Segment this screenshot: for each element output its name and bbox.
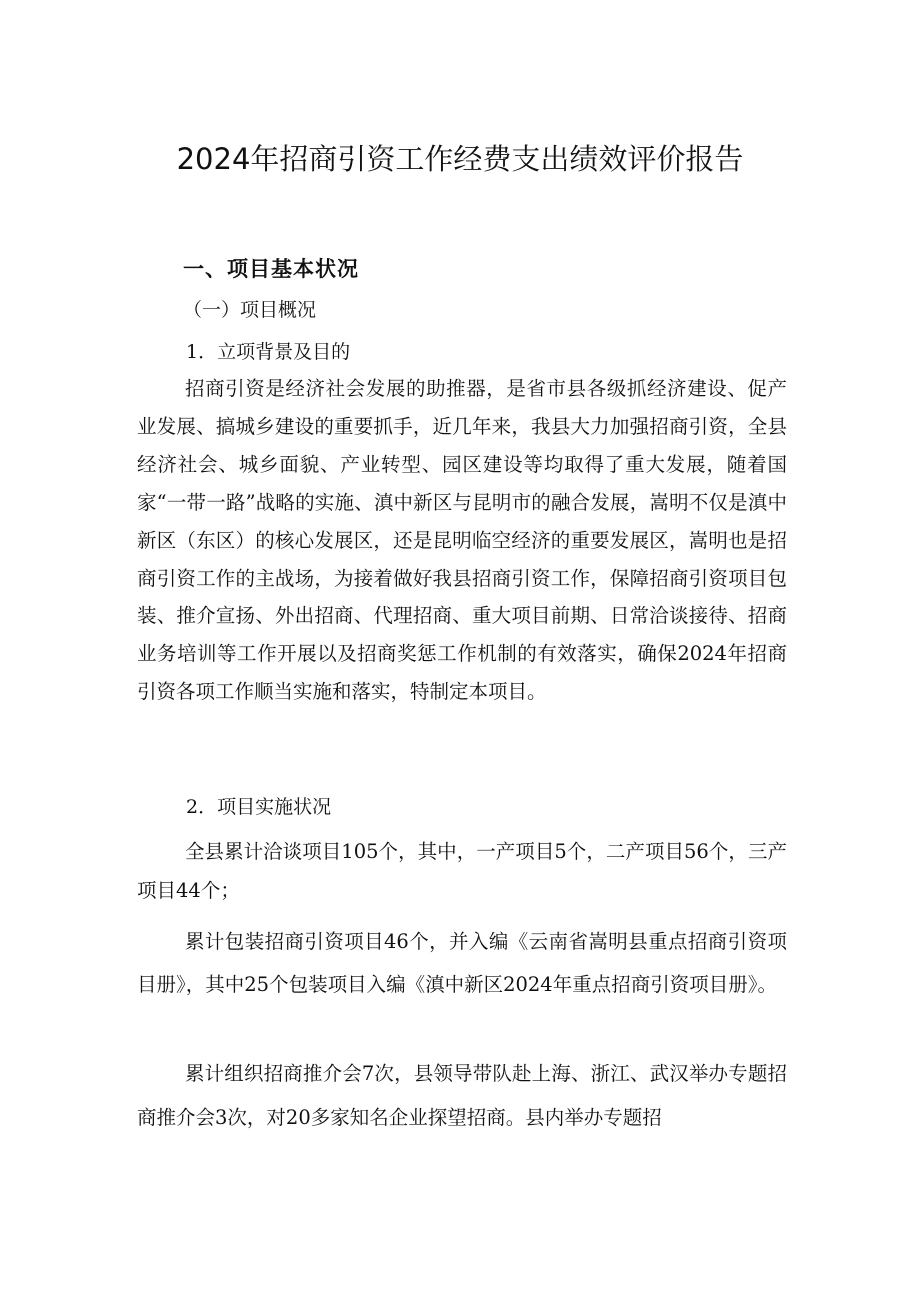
subsection-heading: （一）项目概况 — [183, 299, 317, 321]
section-heading: 一、项目基本状况 — [183, 257, 359, 281]
document-title: 2024年招商引资工作经费支出绩效评价报告 — [176, 142, 744, 176]
item-heading-implementation: 2．项目实施状况 — [186, 796, 332, 818]
item-heading-background: 1．立项背景及目的 — [186, 341, 351, 363]
implementation-paragraph: 累计包装招商引资项目46个，并入编《云南省嵩明县重点招商引资项目册》，其中25个包装项目入编《滇中新区2024年重点招商引资项目册》。 — [137, 930, 787, 996]
implementation-paragraph: 全县累计洽谈项目105个，其中，一产项目5个，二产项目56个，三产项目44个； — [137, 840, 787, 902]
implementation-paragraph: 累计组织招商推介会7次，县领导带队赴上海、浙江、武汉举办专题招商推介会3次，对20多家知名企业探望招商。县内举办专题招 — [137, 1062, 787, 1129]
background-paragraph: 招商引资是经济社会发展的助推器，是省市县各级抓经济建设、促产业发展、搞城乡建设的重要抓手，近几年来，我县大力加强招商引资，全县经济社会、城乡面貌、产业转型、园区建设等均取得了重大发展，随着国家“一带一路”战略的实施、滇中新区与昆明市的融合发展，嵩明不仅是滇中新区（东区）的核心发展区，还是昆明临空经济的重要发展区，嵩明也是招商引资工作的主战场，为接着做好我县招商引资工作，保障招商引资项目包装、推介宣扬、外出招商、代理招商、重大项目前期、日常洽谈接待、招商业务培训等工作开展以及招商奖惩工作机制的有效落实，确保2024年招商引资各项工作顺当实施和落实，特制定本项目。 — [137, 377, 787, 704]
